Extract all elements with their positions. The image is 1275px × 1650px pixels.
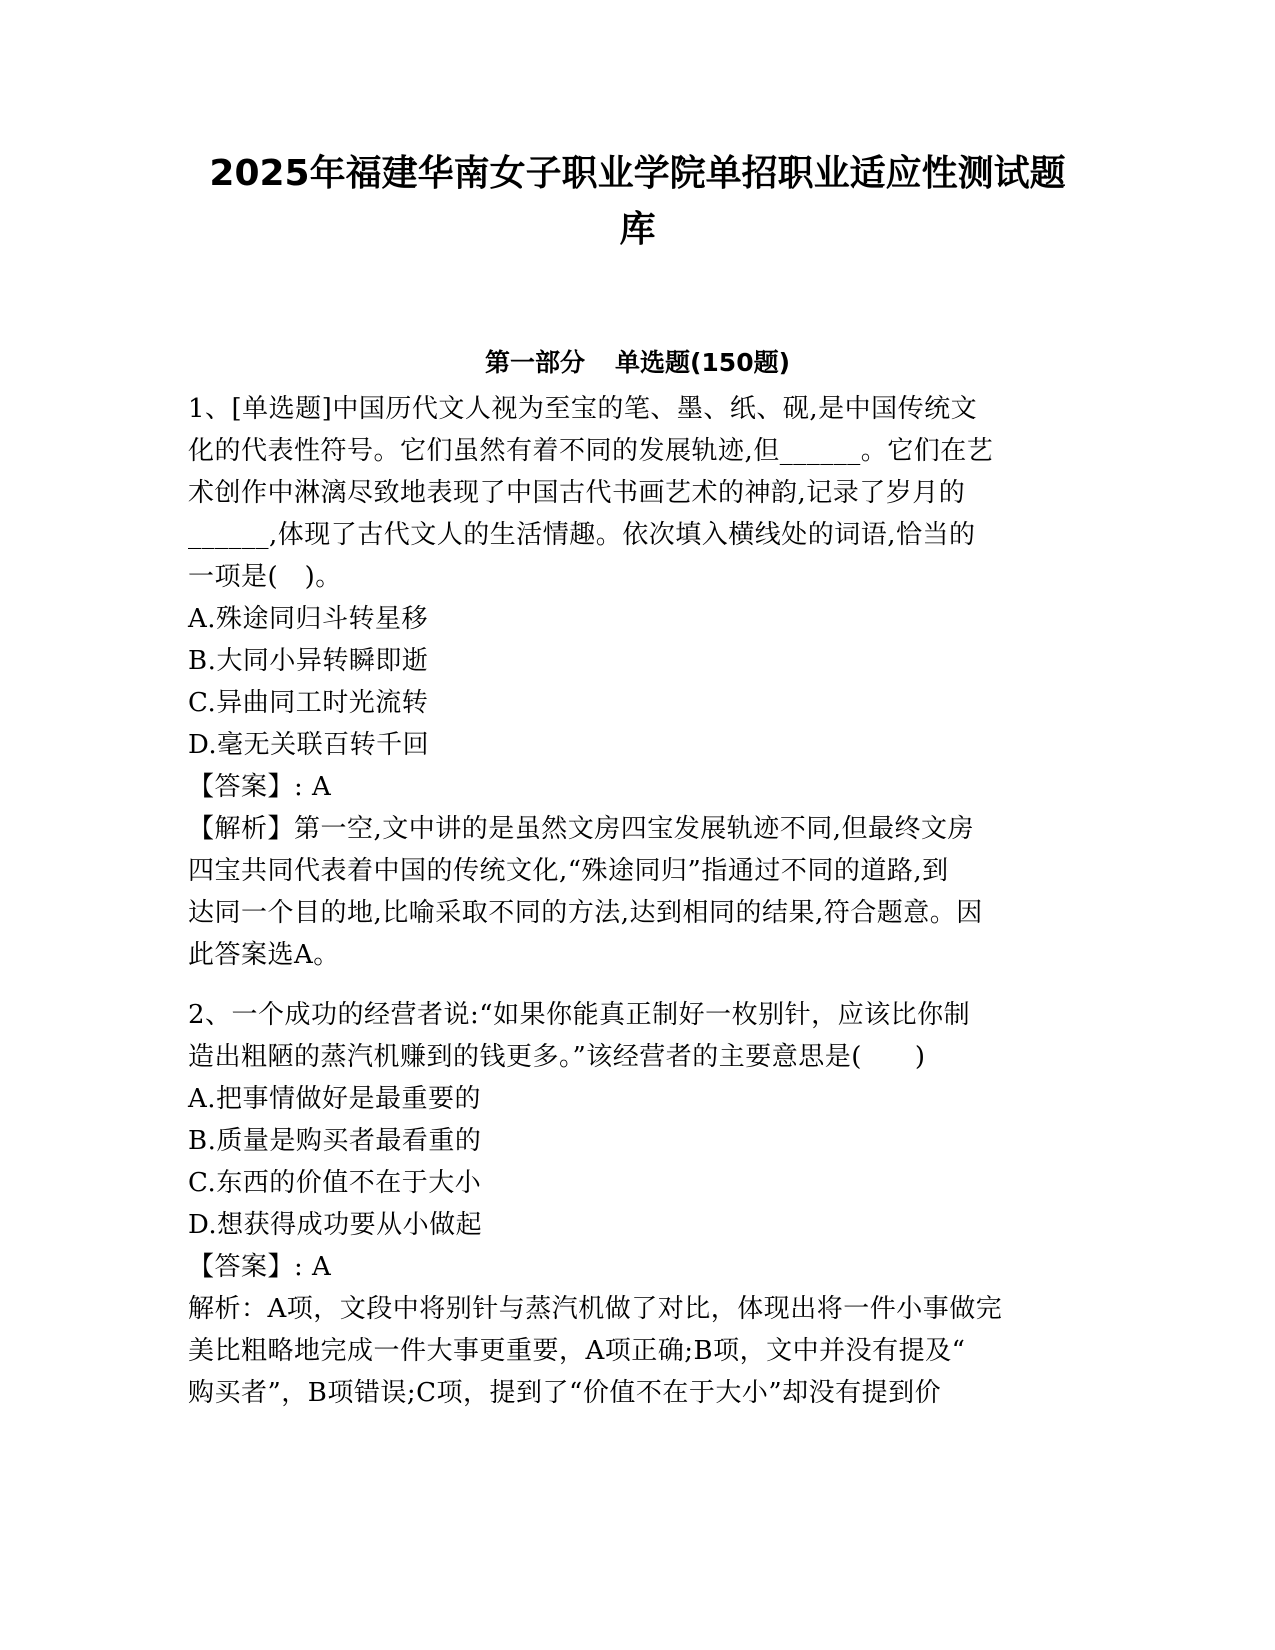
- question-2-answer: 【答案】: A: [188, 1252, 332, 1282]
- question-2-option-b: B.质量是购买者最看重的: [188, 1126, 482, 1156]
- question-2-option-a: A.把事情做好是最重要的: [188, 1084, 482, 1114]
- section-name-label: 单选题(150题): [614, 348, 791, 377]
- question-2-option-c: C.东西的价值不在于大小: [188, 1168, 482, 1198]
- question-1-option-d: D.毫无关联百转千回: [188, 730, 430, 760]
- question-2-analysis-line-1: 解析：A项，文段中将别针与蒸汽机做了对比，体现出将一件小事做完: [188, 1294, 1003, 1324]
- question-1-stem-line-4: ______,体现了古代文人的生活情趣。依次填入横线处的词语,恰当的: [188, 520, 976, 550]
- question-2-analysis-line-2: 美比粗略地完成一件大事更重要，A项正确;B项，文中并没有提及“: [188, 1336, 966, 1366]
- document-title-line-2: 库: [619, 209, 656, 250]
- question-1-answer: 【答案】: A: [188, 772, 332, 802]
- question-2-analysis-line-3: 购买者”，B项错误;C项，提到了“价值不在于大小”却没有提到价: [188, 1378, 942, 1408]
- section-part-label: 第一部分: [484, 348, 585, 377]
- question-2-option-d: D.想获得成功要从小做起: [188, 1210, 483, 1240]
- question-1-stem-line-1: 1、[单选题]中国历代文人视为至宝的笔、墨、纸、砚,是中国传统文: [188, 394, 978, 424]
- question-1-analysis-line-2: 四宝共同代表着中国的传统文化,“殊途同归”指通过不同的道路,到: [188, 856, 949, 886]
- question-1-option-c: C.异曲同工时光流转: [188, 688, 429, 718]
- question-2-stem-line-1: 2、一个成功的经营者说:“如果你能真正制好一枚别针，应该比你制: [188, 1000, 971, 1030]
- question-1-stem-line-3: 术创作中淋漓尽致地表现了中国古代书画艺术的神韵,记录了岁月的: [188, 478, 966, 508]
- question-1-stem-line-5: 一项是( )。: [188, 562, 342, 592]
- question-2-stem-line-2: 造出粗陋的蒸汽机赚到的钱更多。”该经营者的主要意思是( ): [188, 1042, 926, 1072]
- document-title-line-1: 2025年福建华南女子职业学院单招职业适应性测试题: [209, 153, 1066, 194]
- question-1-option-a: A.殊途同归斗转星移: [188, 604, 429, 634]
- question-1-analysis-line-4: 此答案选A。: [188, 940, 340, 970]
- document-title: [160, 146, 1115, 258]
- question-1-stem-line-2: 化的代表性符号。它们虽然有着不同的发展轨迹,但______。它们在艺: [188, 436, 994, 466]
- section-title: [160, 346, 1115, 380]
- question-1-analysis-line-1: 【解析】第一空,文中讲的是虽然文房四宝发展轨迹不同,但最终文房: [188, 814, 975, 844]
- question-1-analysis-line-3: 达同一个目的地,比喻采取不同的方法,达到相同的结果,符合题意。因: [188, 898, 983, 928]
- question-1-option-b: B.大同小异转瞬即逝: [188, 646, 429, 676]
